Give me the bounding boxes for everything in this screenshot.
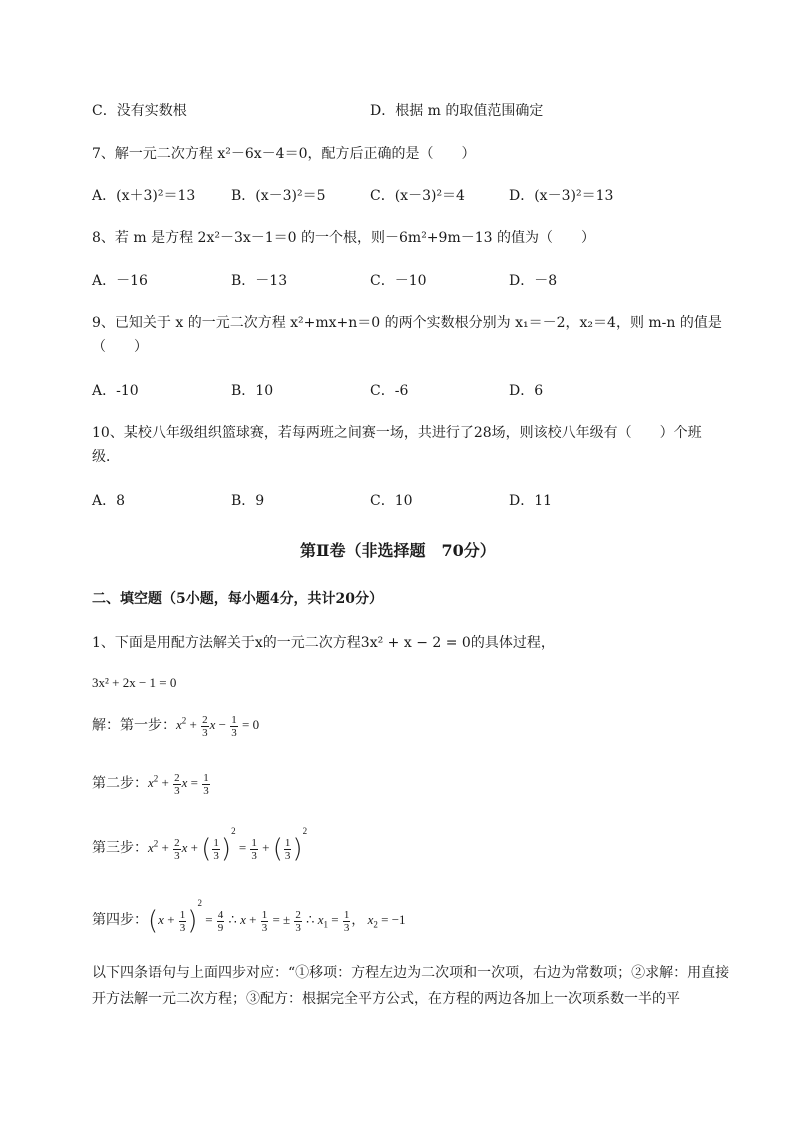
q9-option-c: C．-6	[370, 383, 409, 399]
q7-option-c: C．(x－3)²＝4	[370, 188, 465, 204]
fill1-step3	[92, 826, 307, 864]
q9-stem-cont: （ ）	[92, 339, 148, 355]
q6-option-c: C．没有实数根	[92, 103, 187, 119]
q8-option-b: B．－13	[231, 273, 288, 289]
q7-stem: 7、解一元二次方程 x²－6x－4＝0，配方后正确的是（ ）	[92, 146, 476, 162]
q10-stem-cont: 级．	[92, 449, 120, 465]
fill1-step2	[92, 772, 211, 797]
q7-option-a: A．(x＋3)²＝13	[92, 188, 196, 204]
q6-option-d: D．根据 m 的取值范围确定	[370, 103, 544, 119]
q7-option-b: B．(x－3)²＝5	[231, 188, 326, 204]
q8-option-d: D．－8	[509, 273, 558, 289]
step2-math: $x^2$ + $\frac{2}{3}$ x = $\frac{1}{3}$	[148, 772, 209, 797]
q8-option-c: C．－10	[370, 273, 427, 289]
fill1-step1	[92, 714, 259, 739]
fill1-paragraph: 以下四条语句与上面四步对应：“①移项：方程左边为二次项和一次项，右边为常数项；②求解：用直接开方法解一元二次方程；③配方：根据完全平方公式，在方程的两边各加上一次项系数一半的平	[92, 965, 730, 1007]
q7-option-d: D．(x－3)²＝13	[509, 188, 614, 204]
step1-math: $x^2$ + $\frac{2}{3}$ x − $\frac{1}{3}$ = 0	[176, 714, 260, 739]
q9-stem: 9、已知关于 x 的一元二次方程 x²+mx+n＝0 的两个实数根分别为 x₁＝－2，x₂＝4，则 m-n 的值是	[92, 315, 722, 331]
q10-stem: 10、某校八年级组织篮球赛，若每两班之间赛一场，共进行了28场，则该校八年级有（ ）个班	[92, 425, 702, 441]
q9-option-d: D．6	[509, 383, 544, 399]
q9-option-a: A．-10	[92, 383, 139, 399]
section2-title: 二、填空题（5小题，每小题4分，共计20分）	[92, 591, 383, 607]
step1-label: 解：第一步：	[92, 717, 176, 734]
fill1-equation: 3x² + 2x − 1 = 0	[92, 675, 177, 690]
step4-math: (x + $\frac{1}{3}$ )$^2$ = $\frac{4}{9}$ ∴ x + $\frac{1}{3}$ = ± $\frac{2}{3}$ ∴ $x_1$ = $\frac{1}{3}$ ， $x_2 = -1$	[148, 898, 406, 937]
step3-label: 第三步：	[92, 840, 148, 856]
fill1-stem: 1、下面是用配方法解关于x的一元二次方程3x² + x − 2 = 0的具体过程，	[92, 635, 555, 651]
q10-option-d: D．11	[509, 493, 553, 509]
q10-option-c: C．10	[370, 493, 413, 509]
q8-stem: 8、若 m 是方程 2x²－3x－1＝0 的一个根，则－6m²+9m－13 的值为（ ）	[92, 230, 595, 246]
q8-option-a: A．－16	[92, 273, 148, 289]
q10-option-a: A．8	[92, 493, 126, 509]
step4-label: 第四步：	[92, 912, 148, 928]
step2-label: 第二步：	[92, 775, 148, 792]
step3-math: $x^2$ + $\frac{2}{3}$ x + ( $\frac{1}{3}$ )$^2$ = $\frac{1}{3}$ + ( $\frac{1}{3}$ )$^2$	[148, 826, 308, 865]
fill1-step4	[92, 898, 406, 936]
part2-title: 第Ⅱ卷（非选择题 70分）	[300, 541, 496, 560]
q10-option-b: B．9	[231, 493, 265, 509]
q9-option-b: B．10	[231, 383, 274, 399]
